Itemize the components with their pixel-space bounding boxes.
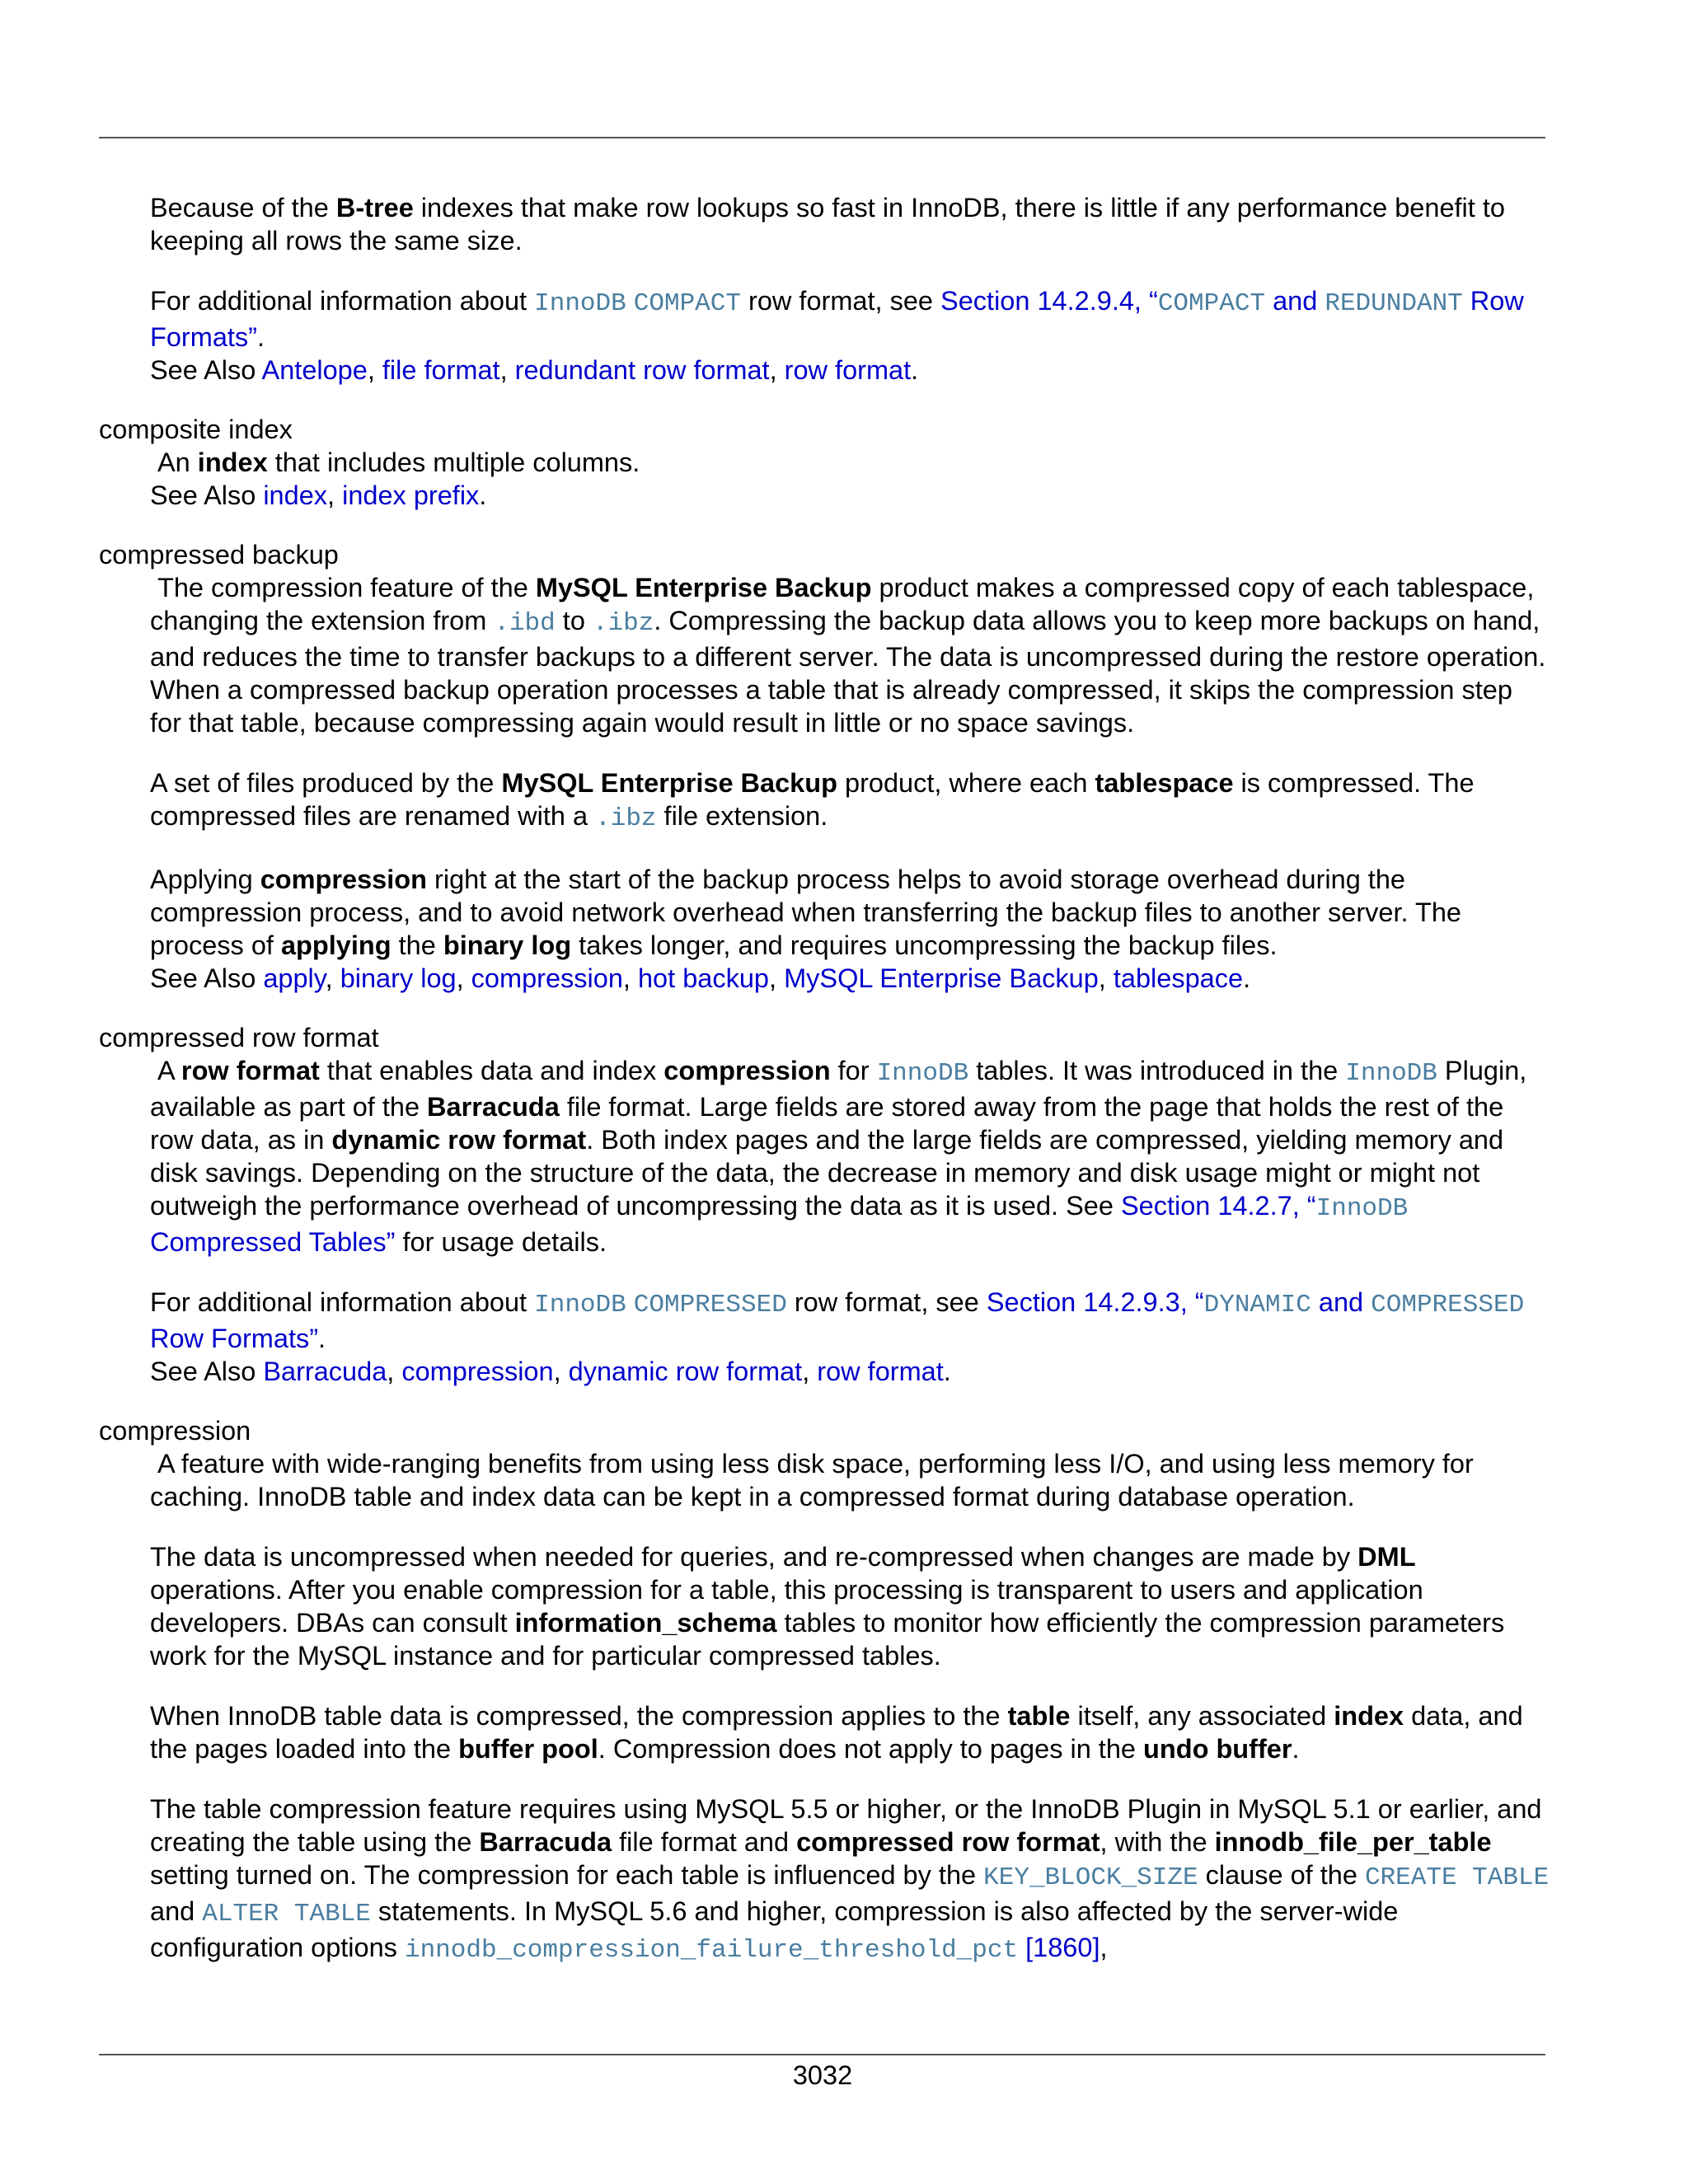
term-compressed-backup: compressed backup (99, 540, 339, 569)
term-link-btree: B-tree (335, 193, 414, 223)
see-also-link-index-prefix[interactable]: index prefix (342, 480, 480, 510)
see-also-link-row-format[interactable]: row format (784, 355, 912, 385)
term-compressed-row-format: compressed row format (99, 1023, 379, 1052)
see-also-compressed-backup: See Also apply, binary log, compression, hot backup, MySQL Enterprise Backup, tablespace. (150, 963, 1251, 993)
intro-paragraph-1: Because of the B-tree indexes that make row lookups so fast in InnoDB, there is little if any performance benefit to keeping all rows the same size. (150, 193, 1505, 255)
entry-compression: compression A feature with wide-ranging benefits from using less disk space, performing less I/O, and using less memory for caching. InnoDB table and index data can be kept in a compressed format during database operation. The data is uncompressed when needed for queries, and re-compressed when changes are made by DML operations. After you enable compression for a table, this processing is transparent to users and application developers. DBAs can consult information_schema tables to monitor how efficiently the compression parameters work for the MySQL instance and for particular compressed tables. When InnoDB table data is compressed, the compression applies to the table itself, any associated index data, and the pages loaded into the buffer pool. Compression does not apply to pages in the undo buffer. The table compression feature requires using MySQL 5.5 or higher, or the InnoDB Plugin in MySQL 5.1 or earlier, and creating the table using the Barracuda file format and compressed row format, with the innodb_file_per_table setting turned on. The compression for each table is influenced by the KEY_BLOCK_SIZE clause of the CREATE TABLE and ALTER TABLE statements. In MySQL 5.6 and higher, compression is also affected by the server-wide configuration options innodb_compression_failure_threshold_pct [1860], (99, 1416, 1550, 1965)
see-also-link-dynamic-row-format[interactable]: dynamic row format (568, 1357, 803, 1386)
see-also-link-compression[interactable]: compression (471, 963, 623, 993)
page-number: 3032 (792, 2060, 853, 2090)
see-also-composite-index: See Also index, index prefix. (150, 480, 487, 510)
see-also-link-apply[interactable]: apply (263, 963, 326, 993)
see-also-compact: See Also Antelope, file format, redundant row format, row format. (150, 355, 919, 385)
see-also-link-redundant-row-format[interactable]: redundant row format (514, 355, 770, 385)
see-also-link-index[interactable]: index (263, 480, 328, 510)
see-also-compressed-row-format: See Also Barracuda, compression, dynamic row format, row format. (150, 1357, 951, 1386)
compact-row-format-continuation (150, 191, 1550, 387)
see-also-link-row-format[interactable]: row format (817, 1357, 944, 1386)
see-also-link-tablespace[interactable]: tablespace (1113, 963, 1244, 993)
see-also-link-mysql-enterprise-backup[interactable]: MySQL Enterprise Backup (784, 963, 1099, 993)
see-also-link-binary-log[interactable]: binary log (340, 963, 457, 993)
entry-compressed-backup: compressed backup The compression feature of the MySQL Enterprise Backup product makes a compressed copy of each tablespace, changing the extension from .ibd to .ibz. Compressing the backup data allows you to keep more backups on hand, and reduces the time to transfer backups to a different server. The data is uncompressed during the restore operation. When a compressed backup operation processes a table that is already compressed, it skips the compression step for that table, because compressing again would result in little or no space savings. A set of files produced by the MySQL Enterprise Backup product, where each tablespace is compressed. The compressed files are renamed with a .ibz file extension. Applying compression right at the start of the backup process helps to avoid storage overhead during the compression process, and to avoid network overhead when transferring the backup files to another server. The process of applying the binary log takes longer, and requires uncompressing the backup files. See Also apply, binary log, compression, hot backup, MySQL Enterprise Backup, tablespace. (99, 538, 1550, 995)
term-compression: compression (99, 1416, 251, 1446)
see-also-link-antelope[interactable]: Antelope (261, 355, 368, 385)
link-section-14-2-9-3[interactable]: Section 14.2.9.3, “DYNAMIC and COMPRESSED Row Formats” (150, 1287, 1525, 1353)
header-rule (99, 137, 1545, 138)
link-innodb-compression-failure-threshold-pct[interactable]: innodb_compression_failure_threshold_pct (404, 1936, 1019, 1965)
see-also-link-compression[interactable]: compression (401, 1357, 554, 1386)
term-composite-index: composite index (99, 415, 293, 444)
intro-paragraph-2: For additional information about InnoDB COMPACT row format, see Section 14.2.9.4, “COMPACT and REDUNDANT Row Formats”. See Also Antelope, file format, redundant row format, row format. (150, 286, 1524, 385)
link-section-14-2-7[interactable]: Section 14.2.7, “InnoDB Compressed Tables” (150, 1191, 1409, 1257)
see-also-link-file-format[interactable]: file format (382, 355, 500, 385)
see-also-link-hot-backup[interactable]: hot backup (637, 963, 769, 993)
footer-rule (99, 2054, 1545, 2055)
see-also-link-barracuda[interactable]: Barracuda (263, 1357, 387, 1386)
entry-compressed-row-format: compressed row format A row format that enables data and index compression for InnoDB tables. It was introduced in the InnoDB Plugin, available as part of the Barracuda file format. Large fields are stored away from the page that holds the rest of the row data, as in dynamic row format. Both index pages and the large fields are compressed, yielding memory and disk savings. Depending on the structure of the data, the decrease in memory and disk usage might or might not outweigh the performance overhead of uncompressing the data as it is used. See Section 14.2.7, “InnoDB Compressed Tables” for usage details. For additional information about InnoDB COMPRESSED row format, see Section 14.2.9.3, “DYNAMIC and COMPRESSED Row Formats”. See Also Barracuda, compression, dynamic row format, row format. (99, 1021, 1550, 1388)
glossary-content (99, 191, 1550, 1994)
link-page-1860[interactable]: [1860] (1025, 1933, 1100, 1962)
entry-composite-index: composite index An index that includes multiple columns. See Also index, index prefix. (99, 413, 1550, 512)
link-section-14-2-9-4[interactable]: Section 14.2.9.4, “COMPACT and REDUNDANT Row Formats” (150, 286, 1524, 352)
